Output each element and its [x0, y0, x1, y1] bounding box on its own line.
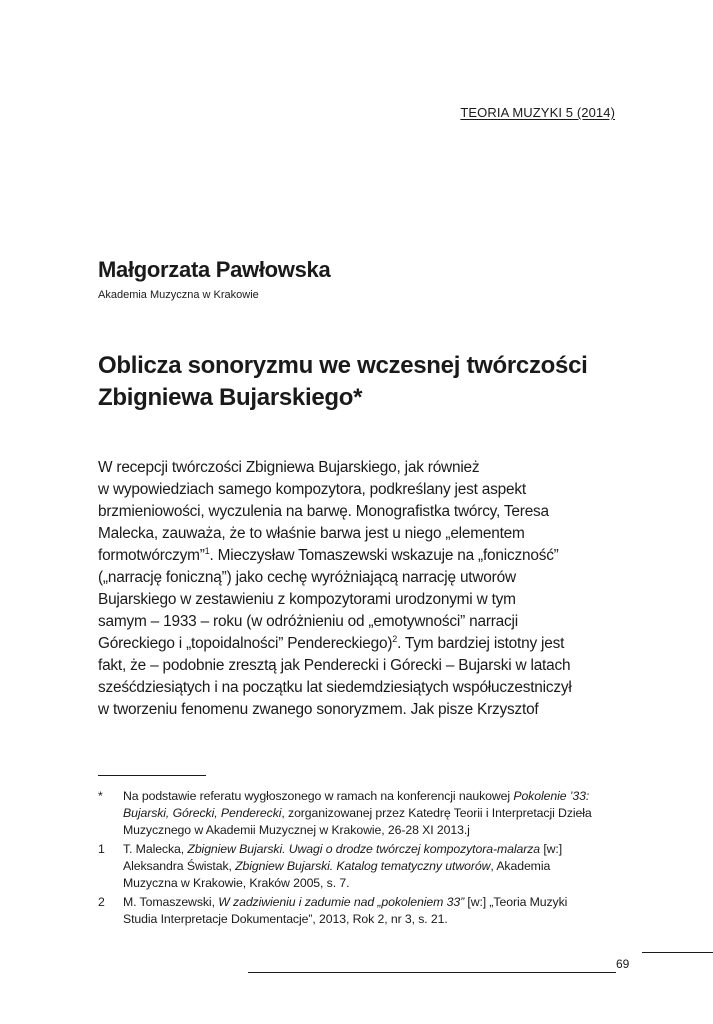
- body-line: Bujarskiego w zestawieniu z kompozytorami urodzonymi w tym: [98, 591, 516, 608]
- author-affiliation: Akademia Muzyczna w Krakowie: [98, 289, 259, 301]
- footnote-line: [123, 805, 628, 822]
- body-line: [98, 545, 618, 567]
- page-footer-rule: [248, 972, 616, 973]
- footnote-line: Muzyczna w Krakowie, Kraków 2005, s. 7.: [123, 876, 350, 890]
- footnote-star: [98, 788, 628, 839]
- footnote-text: , Akademia: [490, 859, 551, 873]
- footnote-line: [123, 788, 628, 805]
- body-line: sześćdziesiątych i na początku lat siedemdziesiątych współuczestniczył: [98, 679, 572, 696]
- footnote-line: [123, 894, 628, 911]
- footnote-line: [123, 858, 628, 875]
- footnote-separator: [98, 775, 206, 776]
- body-text: [98, 457, 618, 721]
- page-corner-rule: [642, 952, 713, 953]
- journal-header: TEORIA MUZYKI 5 (2014): [460, 105, 615, 120]
- footnote-text: [w:]: [540, 842, 563, 856]
- footnote-mark: 1: [98, 842, 105, 856]
- body-line: w tworzeniu fenomenu zwanego sonoryzmem. Jak pisze Krzysztof: [98, 701, 539, 718]
- footnote-text: M. Tomaszewski,: [123, 895, 219, 909]
- footnote-italic: Pokolenie ’33:: [513, 789, 590, 803]
- body-line: w wypowiedziach samego kompozytora, podkreślany jest aspekt: [98, 481, 526, 498]
- author-name: Małgorzata Pawłowska: [98, 257, 331, 282]
- footnote-text: Aleksandra Świstak,: [123, 859, 236, 873]
- body-text-span: . Tym bardziej istotny jest: [397, 635, 565, 652]
- footnote-1: [98, 841, 628, 892]
- footnote-italic: W zadziwieniu i zadumie nad „pokoleniem 33”: [218, 895, 465, 909]
- footnote-line: Studia Interpretacje Dokumentacje”, 2013, Rok 2, nr 3, s. 21.: [123, 912, 448, 926]
- page-number: 69: [616, 957, 630, 971]
- title-line: Zbigniewa Bujarskiego*: [98, 384, 363, 411]
- article-title: [98, 350, 638, 414]
- footnote-text: Na podstawie referatu wygłoszonego w ramach na konferencji naukowej: [123, 789, 514, 803]
- body-line: brzmieniowości, wyczulenia na barwę. Monografistka twórcy, Teresa: [98, 503, 549, 520]
- footnote-ref-2[interactable]: 2: [392, 633, 398, 644]
- body-line: W recepcji twórczości Zbigniewa Bujarskiego, jak również: [98, 459, 480, 476]
- footnote-mark: 2: [98, 895, 105, 909]
- footnote-italic: Zbigniew Bujarski. Uwagi o drodze twórczej kompozytora-malarza: [187, 842, 541, 856]
- body-text-span: Góreckiego i „topoidalności” Pendereckiego): [98, 635, 393, 652]
- footnote-text: , zorganizowanej przez Katedrę Teorii i Interpretacji Dzieła: [281, 806, 592, 820]
- footnote-line: Muzycznego w Akademii Muzycznej w Krakowie, 26-28 XI 2013.j: [123, 823, 470, 837]
- footnote-italic: Zbigniew Bujarski. Katalog tematyczny utworów: [235, 859, 491, 873]
- body-text-span: . Mieczysław Tomaszewski wskazuje na „foniczność”: [209, 547, 559, 564]
- body-line: („narrację foniczną”) jako cechę wyróżniającą narrację utworów: [98, 569, 516, 586]
- footnote-ref-1[interactable]: 1: [204, 545, 210, 556]
- body-line: Malecka, zauważa, że to właśnie barwa jest u niego „elementem: [98, 525, 525, 542]
- footnote-text: [w:] „Teoria Muzyki: [464, 895, 568, 909]
- body-line: fakt, że – podobnie zresztą jak Penderecki i Górecki – Bujarski w latach: [98, 657, 571, 674]
- footnote-mark: *: [98, 789, 103, 803]
- footnote-line: [123, 841, 628, 858]
- body-text-span: formotwórczym”: [98, 547, 205, 564]
- body-line: samym – 1933 – roku (w odróżnieniu od „emotywności” narracji: [98, 613, 518, 630]
- footnote-2: [98, 894, 628, 928]
- body-line: [98, 633, 618, 655]
- title-line: Oblicza sonoryzmu we wczesnej twórczości: [98, 352, 588, 379]
- footnote-text: T. Malecka,: [123, 842, 188, 856]
- footnote-italic: Bujarski, Górecki, Penderecki: [123, 806, 282, 820]
- footnotes: [98, 788, 628, 930]
